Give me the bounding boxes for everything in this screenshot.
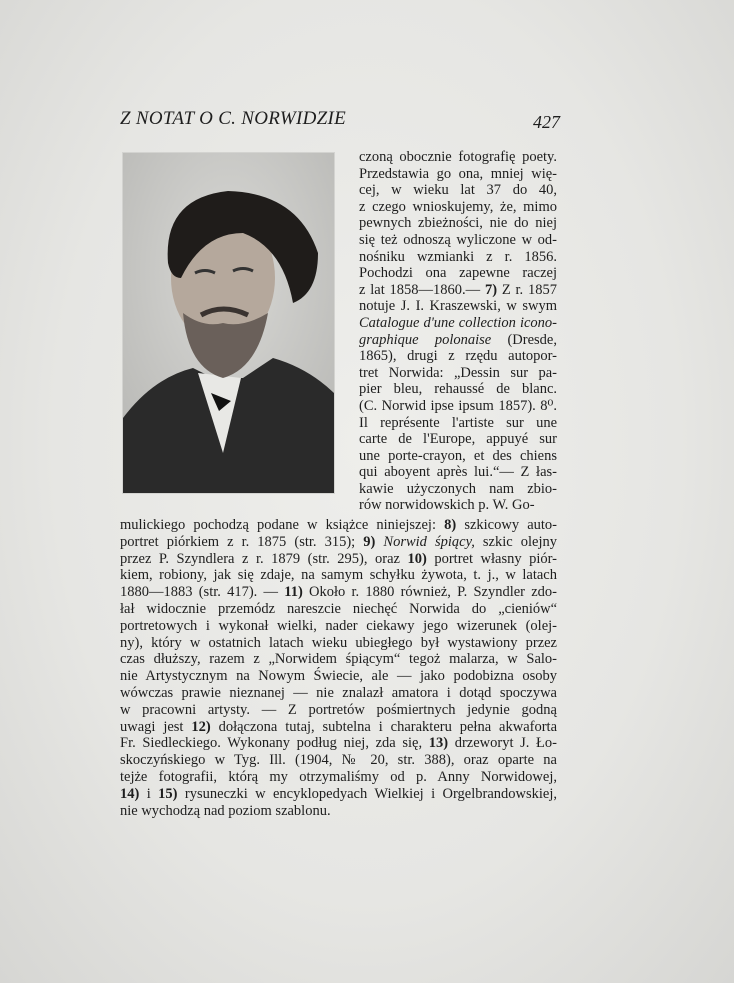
text-segment: Pochodzi ona zapewne raczej <box>359 265 557 282</box>
text-line <box>359 497 557 514</box>
text-line <box>120 551 557 568</box>
note-number: 15) <box>158 785 178 802</box>
text-line <box>120 635 557 652</box>
text-line <box>359 348 557 365</box>
text-line <box>120 752 557 769</box>
text-segment: czoną obocznie fotografię poety. <box>359 149 557 165</box>
portrait-photograph <box>123 153 334 493</box>
text-line <box>120 803 557 820</box>
text-segment: i <box>139 785 159 802</box>
text-segment: 1865), drugi z rzędu autopor- <box>359 348 557 365</box>
text-segment: portretowych i wykonał wielki, nader ciekawy jego wizerunek (olej- <box>120 617 557 634</box>
text-segment: tret Norwida: „Dessin sur pa- <box>359 364 557 381</box>
text-line <box>359 166 557 183</box>
text-segment: rów norwidowskich p. W. Go- <box>359 497 535 514</box>
text-segment: dołączona tutaj, subtelna i charakteru pełna akwaforta <box>210 718 557 735</box>
text-segment: kiem, robiony, jak się zdaje, na samym schyłku żywota, t. j., w latach <box>120 567 557 584</box>
italic-title: graphique polonaise <box>359 331 492 348</box>
text-line <box>359 282 557 299</box>
text-segment: tejże fotografii, którą my otrzymaliśmy od p. Anny Norwidowej, <box>120 768 557 785</box>
text-line <box>359 481 557 498</box>
text-line <box>359 199 557 216</box>
text-segment: Il représente l'artiste sur une <box>359 414 557 431</box>
text-segment: z lat 1858—1860.— <box>359 281 485 298</box>
text-segment: portret piórkiem z r. 1875 (str. 315); <box>120 533 364 550</box>
text-line <box>120 702 557 719</box>
text-line <box>359 431 557 448</box>
text-segment: notuje J. I. Kraszewski, w swym <box>359 298 557 315</box>
text-line <box>120 786 557 803</box>
text-line <box>120 618 557 635</box>
text-line <box>120 584 557 601</box>
text-segment: mulickiego pochodzą podane w książce niniejszej: <box>120 517 445 533</box>
text-segment: une porte-crayon, et des chiens <box>359 447 557 464</box>
note-number: 12) <box>191 718 211 735</box>
text-line <box>359 265 557 282</box>
text-segment: skoczyńskiego w Tyg. Ill. (1904, № 20, str. 388), oraz oparte na <box>120 752 557 769</box>
text-segment: (C. Norwid ipse ipsum 1857). 8⁰. <box>359 397 557 414</box>
text-line <box>359 398 557 415</box>
italic-title: Norwid śpiący, <box>383 533 475 550</box>
text-line <box>120 719 557 736</box>
right-column-text <box>359 149 557 514</box>
text-segment: z czego wnioskujemy, że, mimo <box>359 198 557 215</box>
text-segment: się też odnoszą wyliczone w od- <box>359 231 557 248</box>
note-number: 8) <box>444 517 457 533</box>
text-segment: nośniku wzmianki z r. 1856. <box>359 248 557 265</box>
text-line <box>120 769 557 786</box>
text-line <box>359 448 557 465</box>
text-line <box>120 668 557 685</box>
text-segment: łał widocznie przemódz nareszcie niechęć Norwida do „cieniów“ <box>120 600 557 617</box>
text-line <box>359 464 557 481</box>
text-line <box>120 651 557 668</box>
text-segment: szkic olejny <box>474 533 557 550</box>
text-segment: portret własny piór- <box>426 550 557 567</box>
page-number: 427 <box>533 112 560 132</box>
text-line <box>359 298 557 315</box>
text-segment: ny), który w ostatnich latach wieku ubiegłego był wystawiony przez <box>120 634 557 651</box>
note-number: 10) <box>407 550 427 567</box>
text-segment: cej, w wieku lat 37 do 40, <box>359 182 557 199</box>
text-line <box>120 534 557 551</box>
text-segment: przez P. Szyndlera z r. 1879 (str. 295), oraz <box>120 550 408 567</box>
text-segment: 1880—1883 (str. 417). — <box>120 584 285 601</box>
text-segment: rysuneczki w encyklopedyach Wielkiej i Orgelbrandowskiej, <box>177 785 557 802</box>
text-line <box>359 215 557 232</box>
text-line <box>359 315 557 332</box>
text-line <box>120 685 557 702</box>
text-line <box>120 735 557 752</box>
note-number: 9) <box>363 533 376 550</box>
text-line <box>359 365 557 382</box>
italic-title: Catalogue d'une collection icono- <box>359 314 557 331</box>
text-segment: kawie użyczonych nam zbio- <box>359 480 557 497</box>
note-number: 7) <box>484 281 498 298</box>
note-number: 14) <box>120 785 140 802</box>
text-segment: uwagi jest <box>120 718 192 735</box>
text-segment: pewnych zbieżności, nie do niej <box>359 215 557 232</box>
text-segment: czas dłuższy, razem z „Norwidem śpiącym“ tegoż malarza, w Salo- <box>120 651 557 668</box>
text-line <box>359 332 557 349</box>
running-title: Z NOTAT O C. NORWIDZIE <box>120 108 347 129</box>
page-header <box>120 108 560 132</box>
text-line <box>359 182 557 199</box>
bottom-paragraph-text <box>120 517 557 819</box>
text-segment: carte de l'Europe, appuyé sur <box>359 431 557 448</box>
text-segment: Przedstawia go ona, mniej wię- <box>359 165 557 182</box>
text-segment: nie wychodzą nad poziom szablonu. <box>120 802 331 819</box>
text-line <box>359 415 557 432</box>
text-line <box>120 517 557 534</box>
text-segment: Z r. 1857 <box>497 281 557 298</box>
text-segment: Fr. Siedleckiego. Wykonany podług niej, zda się, <box>120 735 429 752</box>
text-line <box>120 567 557 584</box>
text-segment: w pracowni artysty. — Z portretów pośmiertnych jedynie godną <box>120 701 557 718</box>
text-segment: drzeworyt J. Ło- <box>448 735 557 752</box>
text-segment: wówczas prawie nieznanej — nie znalazł amatora i dotąd spoczywa <box>120 684 557 701</box>
text-segment: qui aboyent après lui.“— Z łas- <box>359 464 557 481</box>
text-segment: nie Artystycznym na Nowym Świecie, ale — jako podobizna osoby <box>120 668 557 685</box>
text-segment: Około r. 1880 również, P. Szyndler zdo- <box>302 584 557 601</box>
text-line <box>120 601 557 618</box>
text-line <box>359 232 557 249</box>
text-segment: szkicowy auto- <box>456 517 557 533</box>
note-number: 11) <box>284 584 303 601</box>
note-number: 13) <box>428 735 449 752</box>
text-segment: (Dresde, <box>491 331 557 348</box>
text-line <box>359 381 557 398</box>
text-segment: pier bleu, rehaussé de blanc. <box>359 381 557 398</box>
text-line <box>359 249 557 266</box>
text-line <box>359 149 557 166</box>
